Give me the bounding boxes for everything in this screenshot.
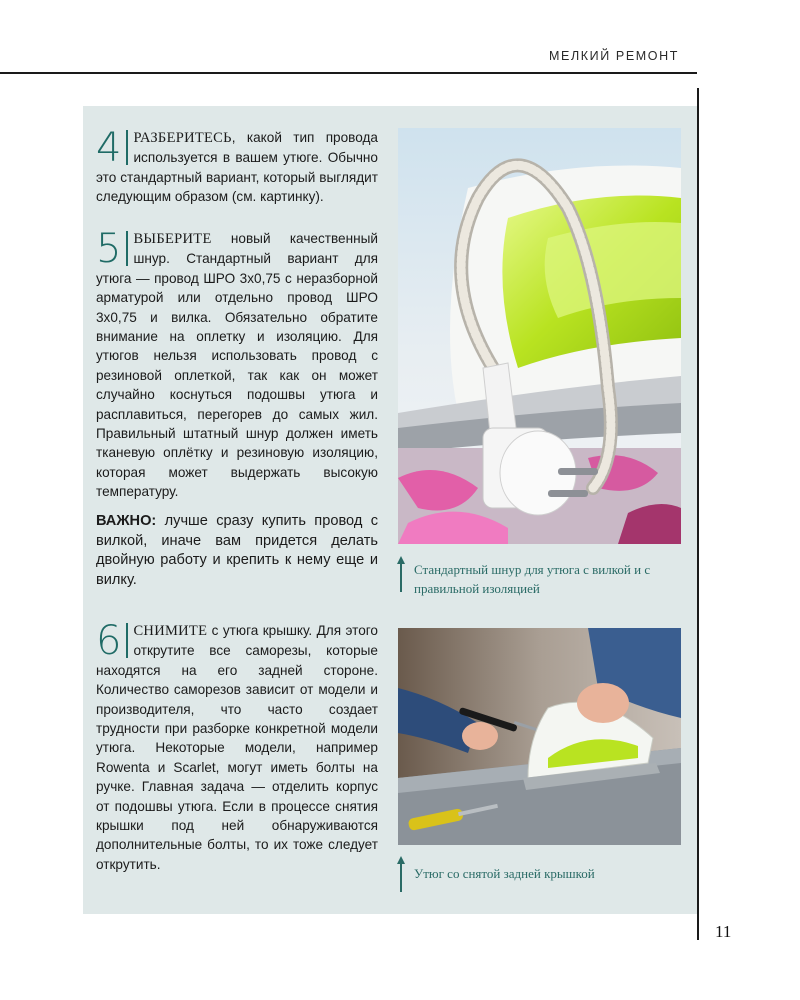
step-5 xyxy=(96,226,378,502)
photo-iron-cord xyxy=(398,128,681,544)
step-text xyxy=(96,621,378,874)
step-text xyxy=(96,128,378,207)
important-note xyxy=(96,512,378,590)
step-lead: РАЗБЕРИТЕСЬ xyxy=(133,130,232,146)
page-number: 11 xyxy=(715,922,732,941)
side-rule xyxy=(697,88,699,940)
caption-photo-1: Стандартный шнур для утюга с вилкой и с правильной изоляцией xyxy=(414,562,651,596)
important-label: ВАЖНО: xyxy=(96,513,157,529)
important-text: лучше сразу купить провод с вилкой, иначе вам придется делать двойную работу и крепить к нему еще и вилку. xyxy=(96,513,378,588)
step-lead: СНИМИТЕ xyxy=(133,623,208,639)
header-rule xyxy=(0,72,697,74)
step-body-text: с утюга крышку. Для этого открутите все саморезы, которые находятся на его задней стороне. Количество саморезов зависит от модели и производителя, что часто создает трудности при разборке конкретной модели утюга. Некоторые модели, например Rowenta и Scarlet, могут иметь болты на ручке. Главная задача — отделить корпус от подошвы утюга. Если в процессе снятия крышки под ней обнаруживаются дополнительные болты, то их тоже следует открутить. xyxy=(96,623,378,872)
photo-iron-disassembly xyxy=(398,628,681,845)
step-text xyxy=(96,229,378,502)
step-number: 4 xyxy=(96,130,128,165)
step-6 xyxy=(96,618,378,874)
section-title: МЕЛКИЙ РЕМОНТ xyxy=(549,49,679,63)
step-body-text: , какой тип провода используется в вашем утюге. Обычно это стандартный вариант, который выглядит следующим образом (см. картинку). xyxy=(96,130,378,205)
step-number: 5 xyxy=(96,231,128,266)
caption-arrow-icon xyxy=(396,856,406,892)
caption-photo-2: Утюг со снятой задней крышкой xyxy=(414,866,595,881)
step-lead: ВЫБЕРИТЕ xyxy=(133,231,212,247)
step-body-text: новый качественный шнур. Стандартный вариант для утюга — провод ШРО 3х0,75 с неразборной арматурой или отдельно провод ШРО 3х0,75 и вилка. Обязательно обратите внимание на оплетку и изоляцию. Для утюгов нельзя использовать провод с резиновой оплеткой, так как он может случайно коснуться подошвы утюга и расплавиться, перегорев до самых жил. Правильный штатный шнур должен иметь тканевую оплётку и резиновую изоляцию, которая может выдержать высокую температуру. xyxy=(96,231,378,500)
caption-arrow-icon xyxy=(396,556,406,592)
step-4 xyxy=(96,125,378,207)
step-number: 6 xyxy=(96,623,128,658)
